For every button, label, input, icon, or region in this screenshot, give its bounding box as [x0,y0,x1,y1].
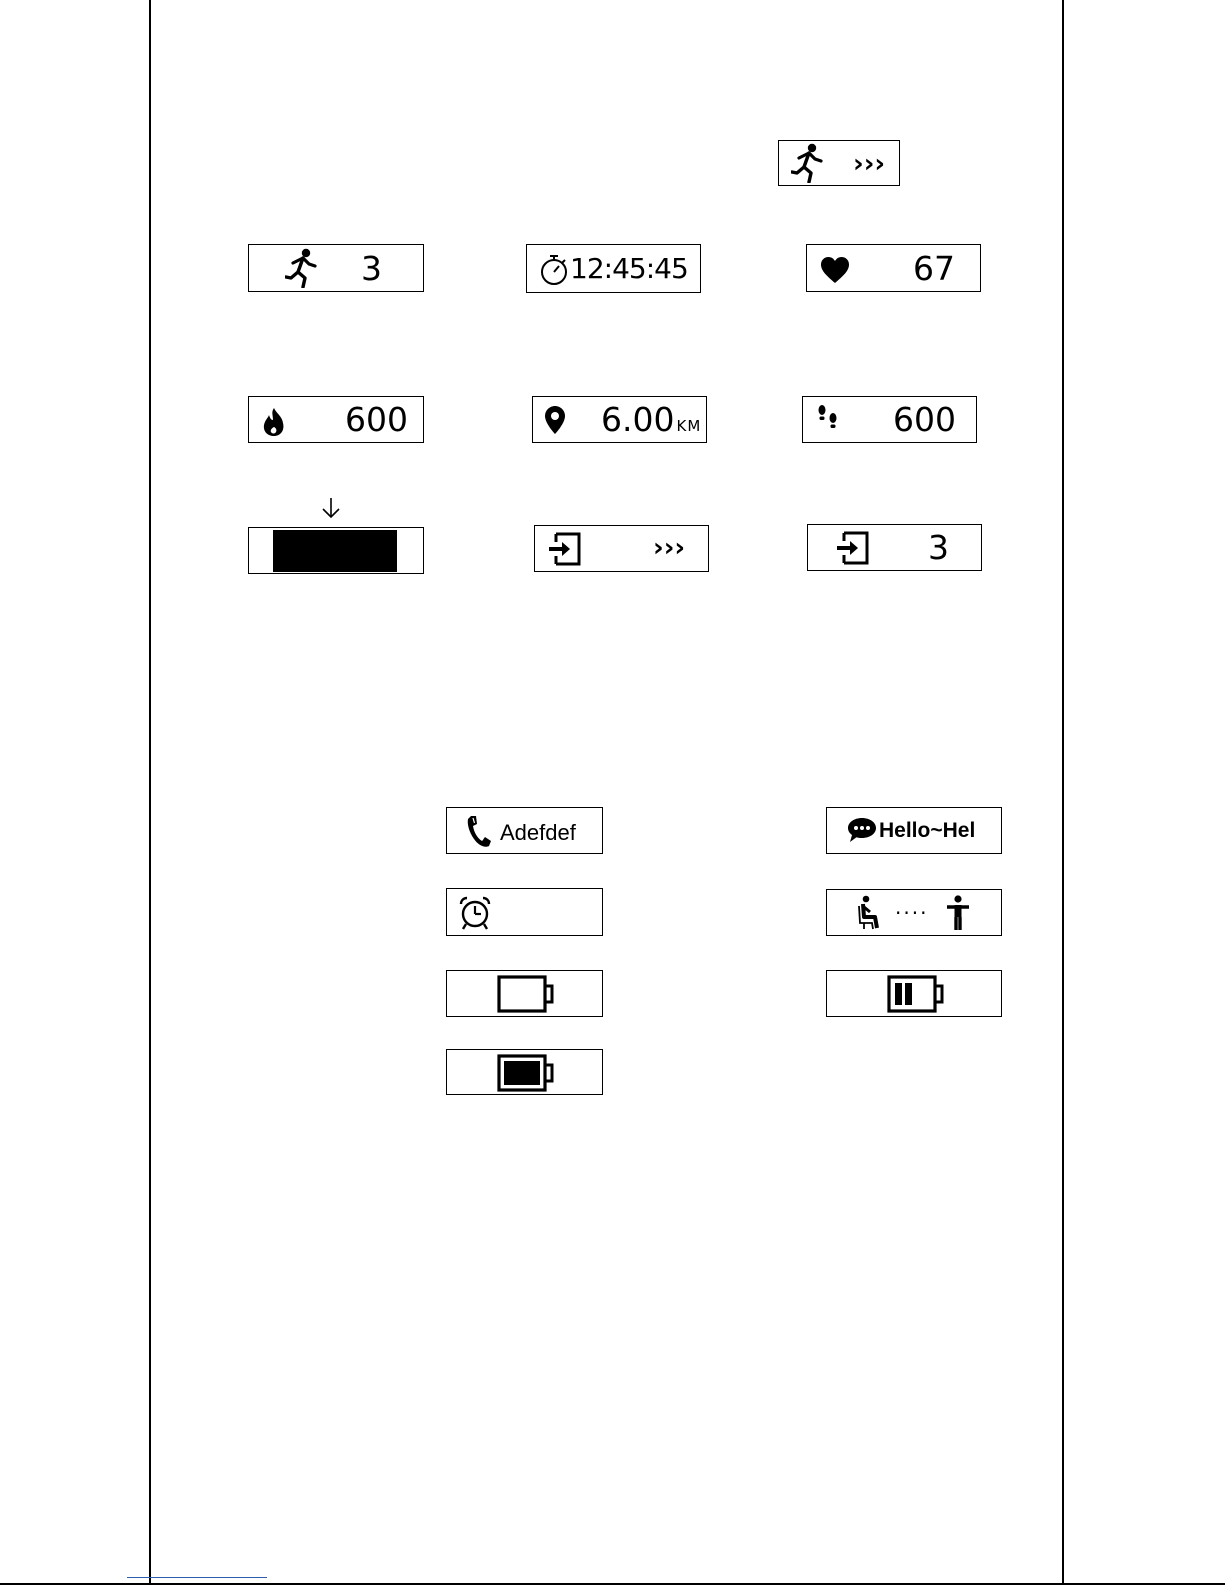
battery-half-screen [826,970,1002,1017]
exit-count-screen [807,524,982,571]
battery-full-icon [497,1054,555,1092]
message-screen [826,807,1002,854]
distance-value [601,400,702,439]
distance-number: 6.00 [601,400,675,439]
chat-bubble-icon [847,817,877,843]
distance-screen [532,396,707,443]
right-margin-line [1062,0,1064,1585]
footer-link-underline [127,1577,267,1578]
battery-full-screen [446,1049,603,1095]
left-margin-line [149,0,151,1585]
sedentary-dots: ···· [895,901,929,925]
battery-empty-icon [497,975,555,1013]
location-pin-icon [544,405,566,435]
footprints-icon [816,404,840,434]
heart-rate-value: 67 [913,249,955,288]
sport-count-screen [248,244,424,292]
down-arrow-icon [321,497,341,519]
stopwatch-value: 12:45:45 [570,252,688,285]
calories-screen [248,396,424,443]
sport-start-arrows: ››› [853,149,886,179]
exit-start-screen [534,525,709,572]
sport-start-screen [778,140,900,186]
phone-icon [465,814,491,848]
enter-icon [836,530,870,566]
alarm-screen [446,888,603,936]
stopwatch-icon [540,254,570,286]
heart-rate-screen [806,244,981,292]
alarm-clock-icon [458,896,492,930]
running-man-icon [791,143,823,183]
exit-count-value: 3 [928,528,949,567]
distance-unit: KM [676,417,702,435]
battery-empty-screen [446,970,603,1017]
stopwatch-screen [526,244,701,293]
calories-value: 600 [345,400,408,439]
message-preview: Hello~Hel [879,819,976,842]
sedentary-screen [826,889,1002,936]
progress-screen [248,527,424,574]
call-screen [446,807,603,854]
battery-half-icon [887,975,945,1013]
steps-screen [802,396,977,443]
sport-count-value: 3 [361,249,382,288]
caller-name: Adefdef [500,820,576,845]
heart-icon [820,256,850,284]
exit-start-arrows: ››› [653,533,686,563]
flame-icon [261,407,287,437]
enter-icon [548,531,582,567]
steps-value: 600 [893,400,956,439]
running-man-icon [285,248,317,288]
progress-fill [273,530,397,572]
